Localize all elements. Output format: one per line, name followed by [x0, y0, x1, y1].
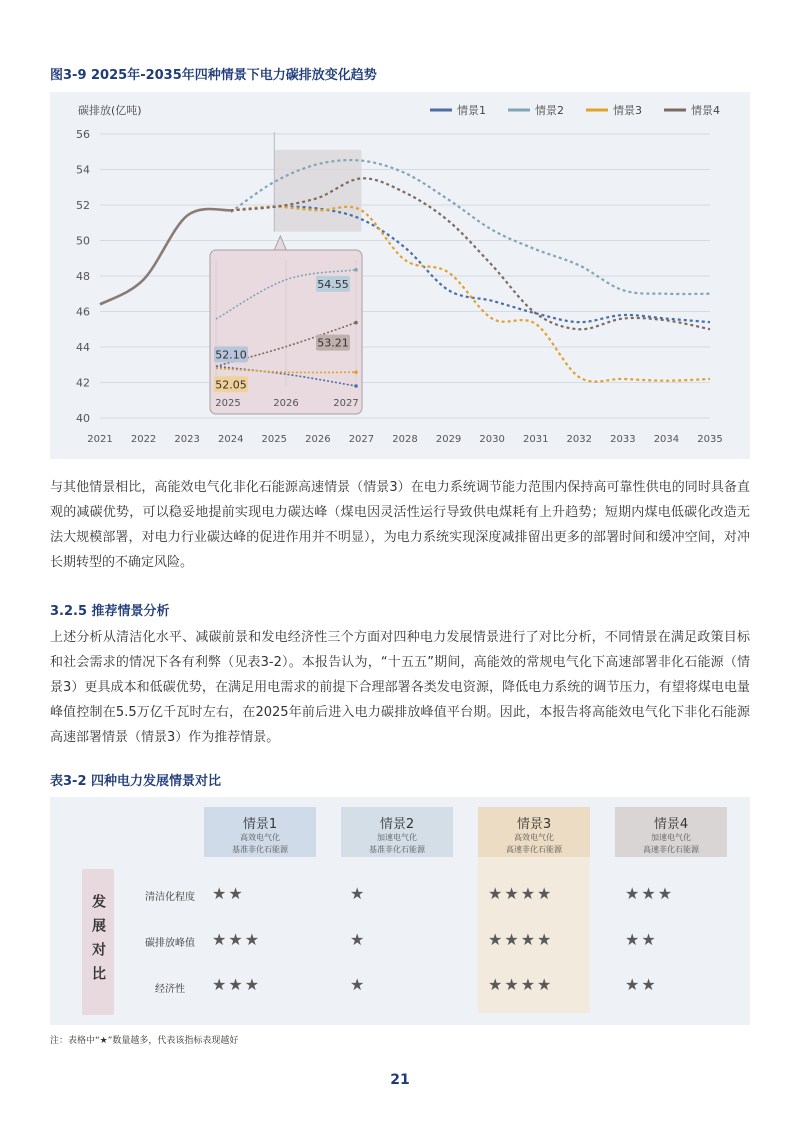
inset-x-tick-label: 2025 — [215, 398, 241, 409]
y-tick-label: 56 — [76, 128, 90, 141]
chart-container — [50, 92, 750, 459]
inset-pointer — [274, 236, 286, 250]
rating-stars: ★★ — [212, 884, 245, 903]
row-label-economy: 经济性 — [155, 984, 185, 995]
rating-stars: ★ — [350, 884, 367, 903]
column-title: 情景4 — [653, 817, 689, 832]
rating-stars: ★ — [350, 975, 367, 994]
rating-stars: ★★★★ — [488, 884, 554, 903]
rating-stars: ★★★ — [625, 884, 675, 903]
y-axis-label: 碳排放(亿吨) — [78, 104, 142, 117]
column-header-scenario1 — [204, 807, 316, 857]
inset-value-label: 52.05 — [215, 378, 247, 392]
x-tick-label: 2022 — [130, 434, 157, 445]
inset-value-label: 52.10 — [215, 348, 247, 362]
column-title: 情景2 — [379, 817, 415, 832]
y-tick-label: 46 — [76, 305, 90, 319]
y-tick-label: 40 — [76, 412, 90, 425]
y-tick-label: 52 — [76, 199, 90, 212]
inset-x-tick-label: 2026 — [273, 398, 299, 409]
y-tick-label: 48 — [76, 270, 90, 283]
inset-point — [354, 268, 358, 272]
x-tick-label: 2024 — [217, 434, 244, 445]
column-header-scenario2 — [341, 807, 453, 857]
section-title: 3.2.5 推荐情景分析 — [50, 604, 170, 619]
column-subtitle: 高速非化石能源 — [643, 845, 699, 854]
x-tick-label: 2030 — [479, 434, 505, 445]
paragraph-comparison: 与其他情景相比，高能效电气化非化石能源高速情景（情景3）在电力系统调节能力范围内保持高可靠性供电的同时具备直观的减碳优势，可以稳妥地提前实现电力碳达峰（煤电因灵活性运行导致供电煤耗有上升趋势；短期内煤电低碳化改造无法大规模部署，对电力行业碳达峰的促进作用并不明显），为电力系统实现深度减排留出更多的部署时间和缓冲空间，对冲长期转型的不确定风险。 — [50, 480, 750, 570]
x-tick-label: 2034 — [653, 434, 680, 445]
x-tick-label: 2027 — [348, 434, 375, 445]
row-label-cleanliness: 清洁化程度 — [145, 892, 195, 903]
x-tick-label: 2023 — [174, 434, 200, 445]
column-header-scenario4 — [615, 807, 727, 857]
table-note: 注：表格中“★”数量越多，代表该指标表现越好 — [50, 1036, 239, 1046]
inset-point — [354, 370, 358, 374]
highlight-region — [274, 150, 361, 232]
column-subtitle: 加速电气化 — [651, 833, 691, 842]
legend-label: 情景1 — [457, 104, 486, 117]
x-tick-label: 2035 — [697, 434, 723, 445]
legend-label: 情景2 — [535, 104, 564, 117]
column-subtitle: 高效电气化 — [514, 833, 554, 842]
rating-stars: ★★ — [625, 975, 658, 994]
column-subtitle: 高速非化石能源 — [506, 845, 562, 854]
x-tick-label: 2025 — [261, 434, 288, 445]
y-tick-label: 50 — [76, 234, 90, 248]
rating-stars: ★★★ — [212, 975, 262, 994]
column-subtitle: 基准非化石能源 — [369, 845, 425, 854]
x-tick-label: 2021 — [87, 434, 113, 445]
column-title: 情景1 — [242, 817, 278, 832]
side-label: 发展对比 — [82, 869, 114, 1015]
scenario-comparison-table — [50, 797, 750, 1025]
x-tick-label: 2033 — [610, 434, 636, 445]
column-subtitle: 加速电气化 — [377, 833, 417, 842]
x-tick-label: 2026 — [305, 434, 331, 445]
column-subtitle: 高效电气化 — [240, 833, 280, 842]
inset-x-tick-label: 2027 — [333, 398, 359, 409]
row-label-emission-peak: 碳排放峰值 — [145, 938, 195, 949]
table-title: 表3-2 四种电力发展情景对比 — [50, 774, 222, 789]
y-tick-label: 44 — [76, 341, 90, 354]
inset-value-label: 54.55 — [317, 277, 349, 291]
page-number: 21 — [390, 1072, 410, 1088]
legend-label: 情景4 — [691, 104, 720, 117]
column-header-scenario3 — [478, 807, 590, 857]
figure-title: 图3-9 2025年-2035年四种情景下电力碳排放变化趋势 — [50, 68, 377, 83]
rating-stars: ★★★★ — [488, 975, 554, 994]
legend-label: 情景3 — [613, 104, 642, 117]
x-tick-label: 2031 — [522, 434, 549, 445]
x-tick-label: 2032 — [566, 434, 593, 445]
column-subtitle: 基准非化石能源 — [232, 845, 288, 854]
inset-value-label: 53.21 — [317, 336, 349, 350]
y-tick-label: 42 — [76, 376, 90, 390]
x-tick-label: 2029 — [435, 434, 462, 445]
rating-stars: ★★★ — [212, 930, 262, 949]
inset-point — [354, 321, 358, 325]
rating-stars: ★ — [350, 930, 367, 949]
rating-stars: ★★ — [625, 930, 658, 949]
inset-point — [354, 384, 358, 388]
paragraph-recommendation: 上述分析从清洁化水平、减碳前景和发电经济性三个方面对四种电力发展情景进行了对比分析，不同情景在满足政策目标和社会需求的情况下各有利弊（见表3-2）。本报告认为，“十五五”期间，高能效的常规电气化下高速部署非化石能源（情景3）更具成本和低碳优势，在满足用电需求的前提下合理部署各类发电资源，降低电力系统的调节压力，有望将煤电电量峰值控制在5.5万亿千瓦时左右，在2025年前后进入电力碳排放峰值平台期。因此，本报告将高能效电气化下非化石能源高速部署情景（情景3）作为推荐情景。 — [50, 630, 750, 745]
emission-line-chart — [50, 92, 750, 459]
y-tick-label: 54 — [76, 163, 90, 177]
rating-stars: ★★★★ — [488, 930, 554, 949]
column-title: 情景3 — [516, 817, 552, 832]
x-tick-label: 2028 — [392, 434, 418, 445]
